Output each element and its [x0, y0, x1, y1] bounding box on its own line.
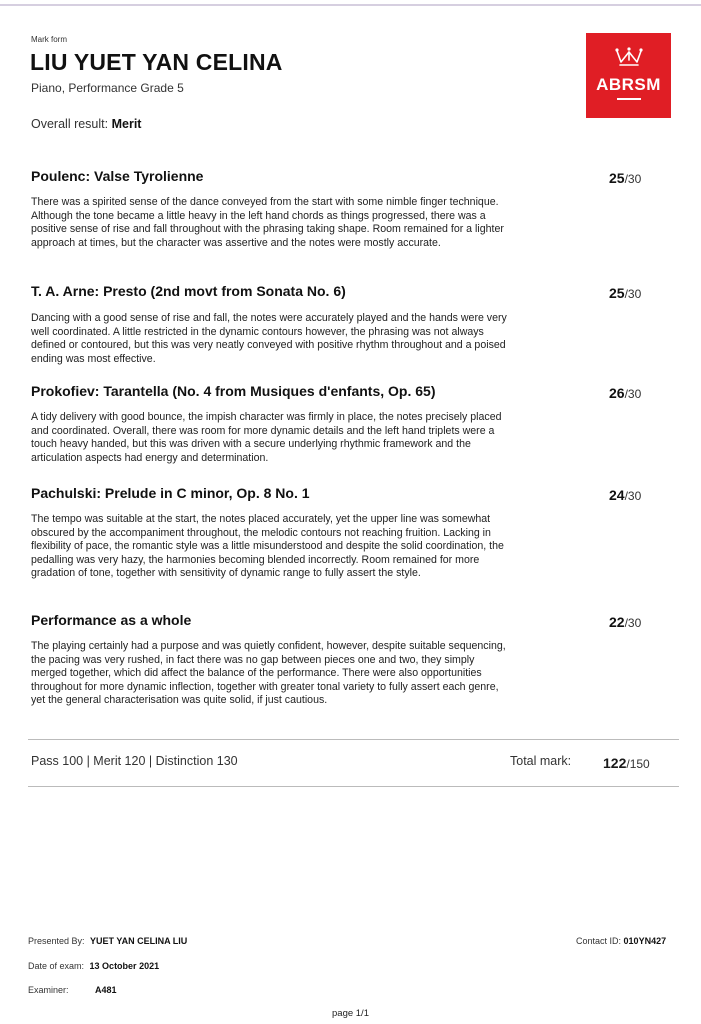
examiner-comment: Dancing with a good sense of rise and fall, the notes were accurately played and the hands were very well coordinated. A little restricted in the dynamic contours however, the phrasing was not always defined or contoured, but this was very neatly conveyed with positive rhythm throughout and a poised ending was most effective.: [31, 312, 507, 365]
presented-by-label: Presented By:: [28, 936, 85, 946]
logo-text: ABRSM: [596, 75, 661, 94]
score-value: 24: [609, 487, 625, 503]
total-mark: [603, 755, 650, 771]
presented-by: [28, 936, 187, 946]
top-border: [0, 4, 701, 6]
piece-score: [609, 385, 679, 401]
score-value: 22: [609, 614, 625, 630]
score-max: /30: [624, 387, 642, 401]
examiner-comment: The tempo was suitable at the start, the notes placed accurately, yet the upper line was somewhat obscured by the accompaniment throughout, the melodic contours not reaching fruition. Lacking in flexibility of pace, the romantic style was a little misunderstood and despite the solid coordination, the pedalling was very hazy, the harmonies becoming blended incorrectly. Room remained for more gradation of tone, together with sensitivity of dynamic range to fully assert the style.: [31, 513, 504, 580]
total-mark-label: Total mark:: [510, 754, 572, 768]
divider: [28, 786, 679, 787]
exam-date: [28, 961, 159, 971]
score-max: /30: [624, 172, 642, 186]
piece-section: [31, 283, 671, 365]
candidate-name: LIU YUET YAN CELINA: [30, 49, 283, 75]
examiner-label: Examiner:: [28, 985, 69, 995]
score-value: 25: [609, 285, 625, 301]
piece-section: [31, 612, 671, 707]
piece-score: [609, 614, 679, 630]
piece-title: T. A. Arne: Presto (2nd movt from Sonata No. 6): [31, 283, 346, 299]
examiner: [28, 985, 69, 995]
piece-section: [31, 485, 671, 580]
score-max: /30: [624, 489, 642, 503]
examiner-id: [95, 985, 117, 995]
piece-section: [31, 168, 671, 249]
piece-section: [31, 383, 671, 464]
piece-title: Prokofiev: Tarantella (No. 4 from Musiques d'enfants, Op. 65): [31, 383, 436, 399]
contact-id-label: Contact ID:: [576, 936, 622, 946]
grade-criteria: Pass 100 | Merit 120 | Distinction 130: [31, 754, 238, 768]
exam-date-label: Date of exam:: [28, 961, 85, 971]
piece-score: [609, 285, 679, 301]
abrsm-logo: [586, 33, 671, 118]
piece-score: [609, 170, 679, 186]
exam-date-value: 13 October 2021: [89, 961, 160, 971]
score-max: /30: [624, 616, 642, 630]
divider: [28, 739, 679, 740]
crown-icon: [613, 45, 645, 69]
piece-score: [609, 487, 679, 503]
piece-title: Poulenc: Valse Tyrolienne: [31, 168, 204, 184]
piece-title: Pachulski: Prelude in C minor, Op. 8 No. 1: [31, 485, 310, 501]
score-value: 26: [609, 385, 625, 401]
logo-underline: [617, 98, 641, 100]
total-max: /150: [626, 757, 650, 771]
total-score: 122: [603, 755, 627, 771]
presented-by-value: YUET YAN CELINA LIU: [90, 936, 188, 946]
piece-title: Performance as a whole: [31, 612, 192, 628]
document-label: Mark form: [31, 35, 67, 44]
overall-result-value: Merit: [111, 117, 142, 131]
exam-subject: Piano, Performance Grade 5: [31, 81, 184, 95]
overall-result: [31, 117, 141, 131]
examiner-comment: There was a spirited sense of the dance conveyed from the start with some nimble finger technique. Although the tone became a little heavy in the left hand chords as things progressed, there was a positive sense of rise and fall throughout with the phrasing taking shape. Room remained for a lighter approach at times, but the character was assertive and the notes were mostly accurate.: [31, 196, 504, 249]
examiner-comment: The playing certainly had a purpose and was quietly confident, however, despite suitable sequencing, the pacing was very rushed, in fact there was no gap between pieces one and two, they simply merged together, which did affect the balance of the performance. There were also opportunities throughout for more dynamic inflection, together with greater tonal variety to fully assert each genre, yet the general characterisation was quite solid, if just cautious.: [31, 640, 506, 707]
examiner-comment: A tidy delivery with good bounce, the impish character was firmly in place, the notes precisely placed and coordinated. Overall, there was room for more dynamic details and the left hand triplets were a touch heavy handed, but this was driven with a secure underlying rhythmic framework and the articulation aspects had energy and determination.: [31, 411, 502, 464]
contact-id: [576, 936, 666, 946]
overall-result-label: Overall result:: [31, 117, 109, 131]
score-value: 25: [609, 170, 625, 186]
score-max: /30: [624, 287, 642, 301]
examiner-value: A481: [95, 985, 117, 995]
page-number: page 1/1: [332, 1008, 369, 1019]
contact-id-value: 010YN427: [623, 936, 667, 946]
